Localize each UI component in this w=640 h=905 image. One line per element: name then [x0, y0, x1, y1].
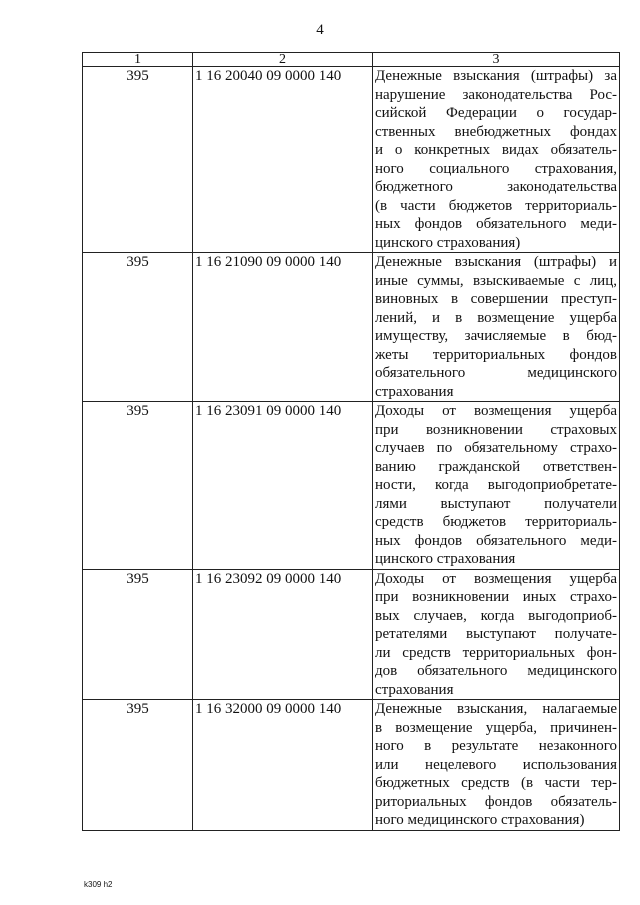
description-line: вых случаев, когда выгодоприоб- [375, 607, 617, 624]
description-line: Денежные взыскания (штрафы) за [375, 68, 617, 84]
header-col-2: 2 [193, 53, 373, 67]
description-line: обязательного медицинского [375, 365, 617, 381]
admin-code-cell: 395 [83, 67, 193, 253]
description-line: и о конкретных видах обязатель- [375, 142, 617, 158]
description-line: ного социального страхования, [375, 160, 617, 177]
description-line: ретателями выступают получате- [375, 626, 617, 642]
table-row [83, 700, 620, 831]
description-line: средств бюджетов территориаль- [375, 514, 617, 530]
description-line: Доходы от возмещения ущерба [375, 403, 617, 419]
description-line: цинского страхования [375, 551, 516, 567]
description-line: ных фондов обязательного меди- [375, 532, 617, 549]
description-line: нарушение законодательства Рос- [375, 86, 617, 103]
admin-code-cell: 395 [83, 402, 193, 570]
description-line: ли средств территориальных фон- [375, 644, 617, 661]
table-row [83, 253, 620, 402]
description-line: ного медицинского страхования) [375, 812, 585, 828]
description-line: или нецелевого использования [375, 756, 617, 773]
description-line: ного в результате незаконного [375, 738, 617, 754]
description-line: иные суммы, взыскиваемые с лиц, [375, 272, 617, 289]
budget-code-cell: 1 16 23091 09 0000 140 [193, 402, 373, 570]
admin-code-cell: 395 [83, 700, 193, 831]
description-line: в возмещение ущерба, причинен- [375, 719, 617, 736]
description-line: при возникновении страховых [375, 421, 617, 438]
description-cell [373, 253, 620, 402]
description-line: лями выступают получатели [375, 495, 617, 512]
header-col-1: 1 [83, 53, 193, 67]
revenue-codes-table [82, 52, 620, 831]
description-line: лений, и в возмещение ущерба [375, 309, 617, 326]
admin-code-cell: 395 [83, 253, 193, 402]
description-line: случаев по обязательному страхо- [375, 440, 617, 456]
header-col-3: 3 [373, 53, 620, 67]
description-cell [373, 569, 620, 700]
description-line: бюджетного законодательства [375, 179, 617, 195]
budget-code-cell: 1 16 20040 09 0000 140 [193, 67, 373, 253]
description-line: Доходы от возмещения ущерба [375, 570, 617, 587]
description-line: (в части бюджетов территориаль- [375, 197, 617, 214]
description-line: риториальных фондов обязатель- [375, 793, 617, 810]
budget-code-cell: 1 16 32000 09 0000 140 [193, 700, 373, 831]
description-line: страхования [375, 681, 454, 698]
description-line: бюджетных средств (в части тер- [375, 775, 617, 791]
description-line: ности, когда выгодоприобретате- [375, 477, 617, 493]
description-line: при возникновении иных страхо- [375, 589, 617, 605]
description-line: ных фондов обязательного меди- [375, 216, 617, 232]
description-line: жеты территориальных фондов [375, 346, 617, 363]
description-cell [373, 700, 620, 831]
description-line: сийской Федерации о государ- [375, 105, 617, 121]
table-header-row [83, 53, 620, 67]
description-cell [373, 67, 620, 253]
table-row [83, 67, 620, 253]
description-line: Денежные взыскания, налагаемые [375, 701, 617, 717]
footer-code: k309 h2 [84, 880, 113, 889]
description-line: страхования [375, 383, 454, 400]
admin-code-cell: 395 [83, 569, 193, 700]
description-cell [373, 402, 620, 570]
budget-code-cell: 1 16 21090 09 0000 140 [193, 253, 373, 402]
description-line: имуществу, зачисляемые в бюд- [375, 328, 617, 344]
table-row [83, 402, 620, 570]
description-line: Денежные взыскания (штрафы) и [375, 254, 617, 270]
budget-code-cell: 1 16 23092 09 0000 140 [193, 569, 373, 700]
description-line: виновных в совершении преступ- [375, 291, 617, 307]
page-number: 4 [316, 22, 324, 38]
description-line: цинского страхования) [375, 234, 521, 251]
description-line: ванию гражданской ответствен- [375, 458, 617, 475]
description-line: дов обязательного медицинского [375, 663, 617, 679]
description-line: ственных внебюджетных фондах [375, 123, 617, 140]
table-row [83, 569, 620, 700]
